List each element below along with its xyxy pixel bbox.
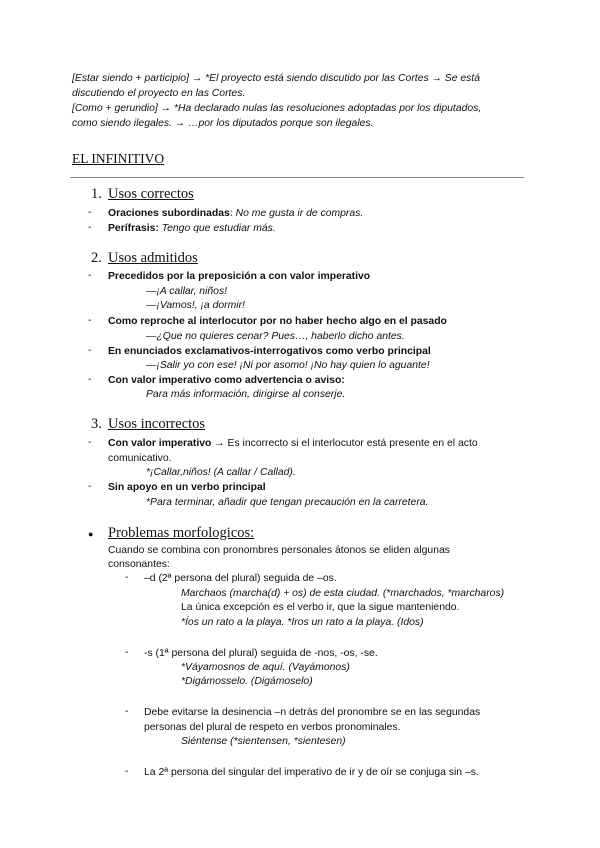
list-item: En enunciados exclamativos-interrogativos como verbo principal: [108, 346, 431, 357]
list-item: Precedidos por la preposición a con valor imperativo: [108, 271, 371, 282]
example-line: Para más información, dirigirse al conserje.: [146, 389, 346, 400]
section-4-heading: Problemas morfologicos:: [108, 525, 255, 541]
title-divider: [70, 177, 524, 178]
list-item: Sin apoyo en un verbo principal: [108, 482, 266, 493]
list-dash: -: [88, 222, 92, 233]
example-line: *Para terminar, añadir que tengan precaución en la carretera.: [146, 497, 429, 508]
list-dash: -: [88, 207, 92, 218]
list-dash: -: [125, 647, 129, 658]
intro-line-4: como siendo ilegales. → …por los diputados porque son ilegales.: [72, 118, 374, 129]
paragraph-line: La única excepción es el verbo ir, que la sigue manteniendo.: [181, 602, 460, 613]
section-1-heading: Usos correctos: [108, 186, 194, 202]
example-line: *Íos un rato a la playa. *Iros un rato a la playa. (Idos): [181, 617, 424, 628]
section-2-number: 2.: [91, 250, 102, 266]
list-dash: -: [125, 706, 129, 717]
list-item: Con valor imperativo como advertencia o aviso:: [108, 375, 345, 386]
list-dash: -: [88, 481, 92, 492]
list-item: Como reproche al interlocutor por no haber hecho algo en el pasado: [108, 316, 447, 327]
example-line: —¿Que no quieres cenar? Pues…, haberlo dicho antes.: [146, 331, 405, 342]
section-1-number: 1.: [91, 186, 102, 202]
list-dash: -: [88, 345, 92, 356]
example-line: Marchaos (marcha(d) + os) de esta ciudad. (*marchados, *marcharos): [181, 588, 505, 599]
example-line: *Váyamosnos de aquí. (Vayámonos): [181, 662, 350, 673]
list-item: Perífrasis: Tengo que estudiar más.: [108, 223, 276, 234]
list-dash: -: [88, 437, 92, 448]
example-line: *¡Callar,niños! (A callar / Callad).: [146, 467, 296, 478]
list-dash: -: [125, 766, 129, 777]
paragraph-line: consonantes:: [108, 559, 170, 570]
example-line: —¡Vamos!, ¡a dormir!: [146, 300, 245, 311]
list-dash: -: [88, 270, 92, 281]
example-line: *Digámosselo. (Digámoselo): [181, 676, 313, 687]
list-item-continuation: comunicativo.: [108, 453, 172, 464]
bullet-icon: ●: [88, 529, 94, 539]
paragraph-line: Cuando se combina con pronombres personales átonos se eliden algunas: [108, 545, 450, 556]
list-dash: -: [125, 572, 129, 583]
example-line: Siéntense (*sientensen, *sientesen): [181, 736, 346, 747]
intro-line-1: [Estar siendo + participio] → *El proyecto está siendo discutido por las Cortes → Se está: [72, 73, 481, 84]
list-item-continuation: personas del plural de respeto en verbos pronominales.: [144, 722, 401, 733]
list-item: Debe evitarse la desinencia –n detrás del pronombre se en las segundas: [144, 707, 481, 718]
section-3-number: 3.: [91, 416, 102, 432]
example-line: —¡A callar, niños!: [146, 286, 228, 297]
intro-line-2: discutiendo el proyecto en las Cortes.: [72, 88, 246, 99]
intro-line-3: [Como + gerundio] → *Ha declarado nulas las resoluciones adoptadas por los diputados,: [72, 103, 482, 114]
section-3-heading: Usos incorrectos: [108, 416, 206, 432]
list-dash: -: [88, 374, 92, 385]
example-line: —¡Salir yo con ese! ¡Ni por asomo! ¡No hay quien lo aguante!: [146, 360, 430, 371]
list-item: -s (1ª persona del plural) seguida de -nos, -os, -se.: [144, 648, 378, 659]
section-2-heading: Usos admitidos: [108, 250, 198, 266]
list-item: Con valor imperativo → Es incorrecto si el interlocutor está presente en el acto: [108, 438, 478, 449]
list-item: Oraciones subordinadas: No me gusta ir de compras.: [108, 208, 364, 219]
list-item: –d (2ª persona del plural) seguida de –os.: [144, 573, 337, 584]
list-item: La 2ª persona del singular del imperativo de ir y de oír se conjuga sin –s.: [144, 767, 479, 778]
page-title: EL INFINITIVO: [72, 151, 165, 166]
list-dash: -: [88, 315, 92, 326]
